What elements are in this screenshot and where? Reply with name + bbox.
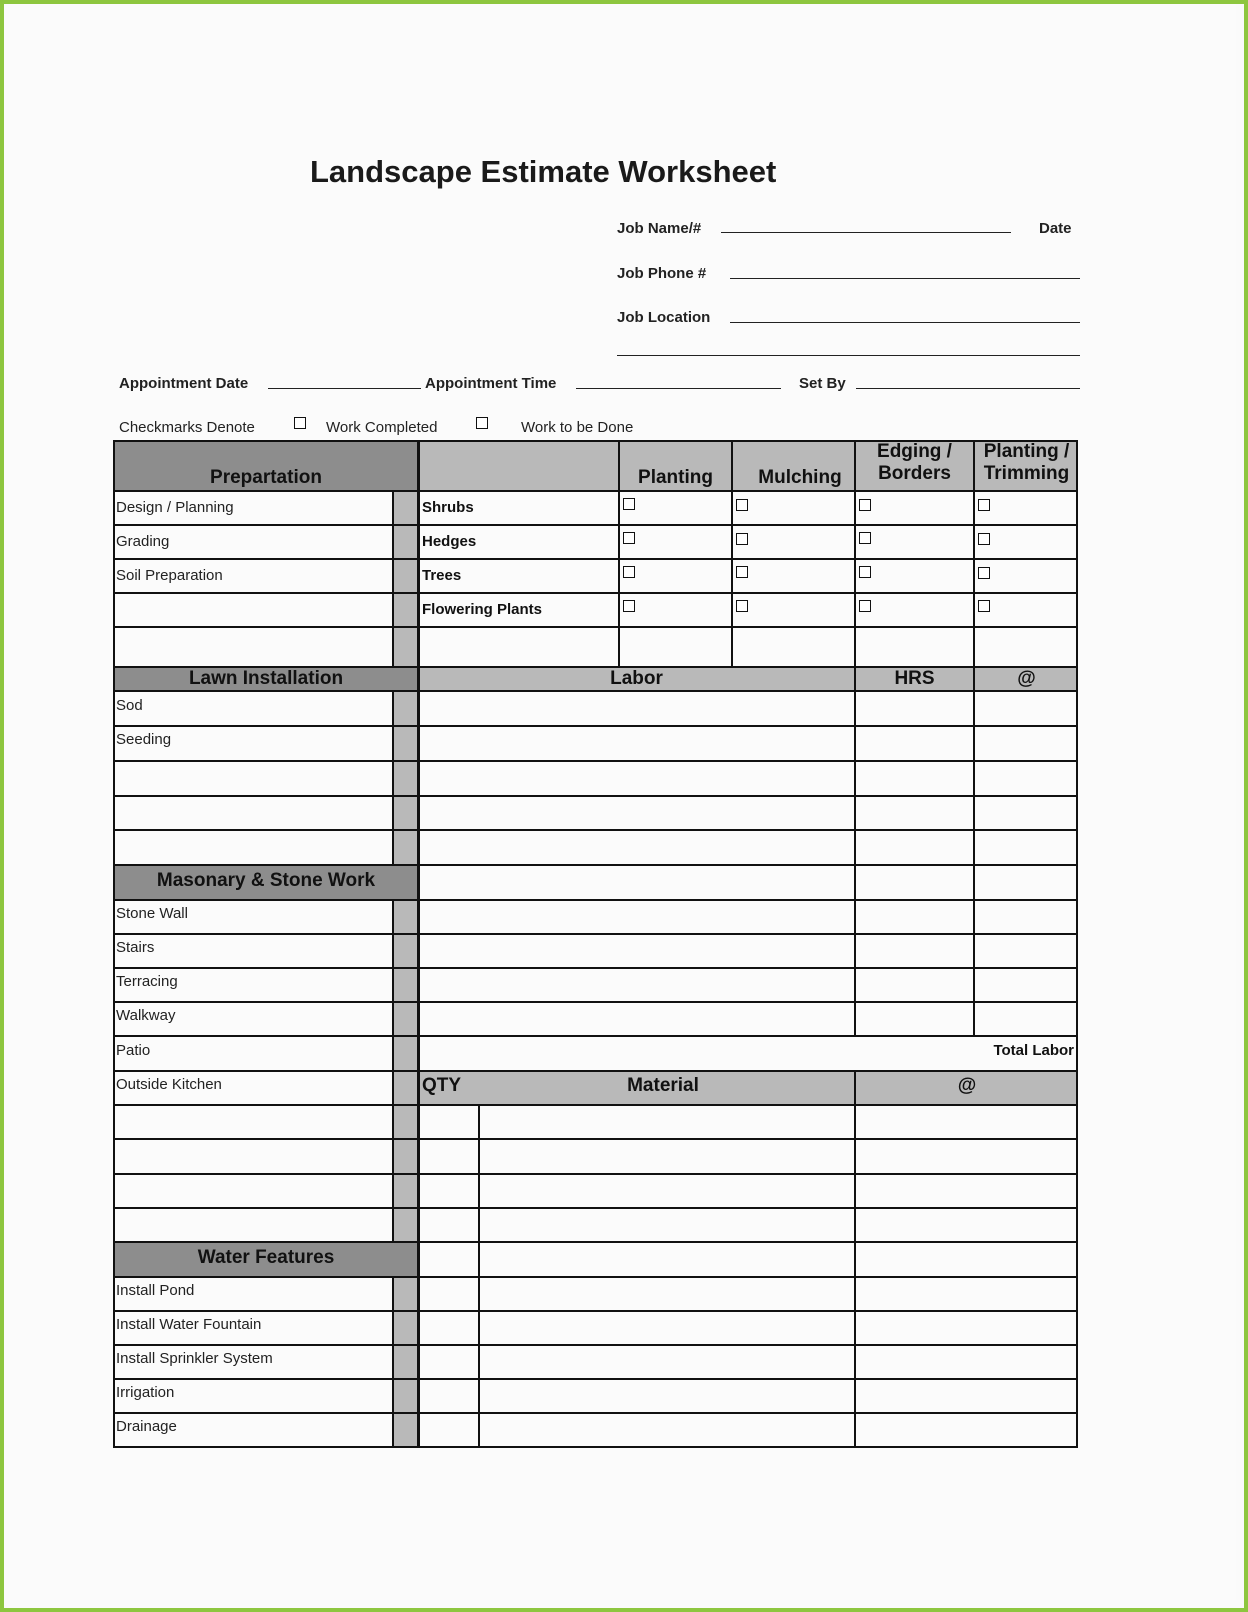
grid-line	[854, 667, 856, 1036]
grid-line	[113, 760, 1078, 762]
checkbox-icon[interactable]	[736, 600, 748, 612]
grid-line	[113, 933, 1078, 935]
grid-line	[113, 1001, 1078, 1003]
grid-line	[113, 1310, 1078, 1312]
estimate-grid	[113, 440, 1078, 1448]
water-check-column	[392, 1276, 419, 1448]
section-header-lawn: Lawn Installation	[188, 668, 344, 689]
lawn-item-seeding: Seeding	[116, 731, 172, 748]
grid-line	[113, 1378, 1078, 1380]
qty-header: QTY	[422, 1075, 462, 1096]
prep-item-design: Design / Planning	[116, 499, 234, 516]
plant-type-flowering: Flowering Plants	[422, 601, 543, 618]
checkbox-icon[interactable]	[859, 566, 871, 578]
checkbox-icon[interactable]	[623, 498, 635, 510]
checkbox-icon[interactable]	[736, 533, 748, 545]
col-header-edging-line1: Edging /	[877, 441, 952, 462]
hrs-header: HRS	[894, 668, 935, 689]
grid-line	[113, 1173, 1078, 1175]
page-title: Landscape Estimate Worksheet	[310, 154, 777, 189]
grid-line	[113, 558, 1078, 560]
masonry-item-stone-wall: Stone Wall	[116, 905, 188, 922]
set-by-label: Set By	[799, 375, 846, 392]
grid-line	[392, 1276, 394, 1448]
grid-line	[113, 1138, 1078, 1140]
material-header: Material	[627, 1075, 699, 1096]
labor-header: Labor	[610, 668, 663, 689]
grid-line	[113, 899, 1078, 901]
section-header-masonry: Masonary & Stone Work	[156, 870, 376, 891]
grid-line	[113, 1241, 1078, 1243]
col-header-edging-line2: Borders	[878, 462, 951, 484]
lawn-item-sod: Sod	[116, 697, 143, 714]
grid-line	[113, 725, 1078, 727]
grid-line	[113, 524, 1078, 526]
grid-line	[731, 440, 733, 667]
checkbox-icon[interactable]	[859, 600, 871, 612]
checkbox-icon[interactable]	[623, 566, 635, 578]
grid-line	[113, 1276, 1078, 1278]
grid-line	[113, 1035, 1078, 1037]
grid-line	[113, 1070, 1078, 1072]
masonry-item-patio: Patio	[116, 1042, 151, 1059]
water-item-pond: Install Pond	[116, 1282, 195, 1299]
job-phone-field[interactable]	[730, 278, 1080, 279]
checkbox-icon	[476, 417, 488, 429]
prep-item-grading: Grading	[116, 533, 170, 550]
checkbox-icon[interactable]	[978, 567, 990, 579]
job-location-label: Job Location	[617, 309, 711, 326]
grid-line	[973, 667, 975, 1036]
work-to-be-done-label: Work to be Done	[521, 419, 634, 436]
prep-check-column	[392, 491, 419, 667]
plant-type-shrubs: Shrubs	[422, 499, 474, 516]
masonry-item-outside-kitchen: Outside Kitchen	[116, 1076, 222, 1093]
plant-type-hedges: Hedges	[422, 533, 477, 550]
grid-line	[113, 967, 1078, 969]
water-item-fountain: Install Water Fountain	[116, 1316, 262, 1333]
checkbox-icon[interactable]	[623, 600, 635, 612]
checkbox-icon	[294, 417, 306, 429]
lawn-check-column	[392, 691, 419, 864]
appointment-time-field[interactable]	[576, 388, 781, 389]
masonry-item-walkway: Walkway	[116, 1007, 176, 1024]
col-header-trimming-line1: Planting /	[983, 441, 1070, 462]
material-rate-header: @	[957, 1075, 977, 1096]
masonry-item-stairs: Stairs	[116, 939, 155, 956]
plant-type-trees: Trees	[422, 567, 462, 584]
grid-line	[113, 1104, 1078, 1106]
grid-line	[113, 1446, 1078, 1448]
checkbox-icon[interactable]	[736, 566, 748, 578]
water-item-irrigation: Irrigation	[116, 1384, 175, 1401]
labor-rate-header: @	[1017, 668, 1036, 689]
grid-line	[113, 1344, 1078, 1346]
job-location-field[interactable]	[730, 322, 1080, 323]
col-header-edging	[856, 441, 973, 485]
checkmarks-legend-label: Checkmarks Denote	[119, 419, 255, 436]
date-label: Date	[1039, 220, 1072, 237]
checkbox-icon[interactable]	[736, 499, 748, 511]
job-location-field-line2[interactable]	[617, 355, 1080, 356]
work-completed-label: Work Completed	[326, 419, 438, 436]
appointment-date-label: Appointment Date	[119, 375, 249, 392]
set-by-field[interactable]	[856, 388, 1080, 389]
grid-line	[113, 795, 1078, 797]
grid-line	[392, 691, 394, 864]
appointment-date-field[interactable]	[268, 388, 421, 389]
masonry-item-terracing: Terracing	[116, 973, 178, 990]
job-name-field[interactable]	[721, 232, 1011, 233]
grid-line	[113, 1412, 1078, 1414]
grid-line	[113, 592, 1078, 594]
col-header-planting: Planting	[638, 467, 713, 488]
grid-line	[113, 490, 1078, 492]
grid-line	[854, 1070, 856, 1448]
col-header-mulching: Mulching	[758, 467, 842, 488]
grid-line	[113, 1207, 1078, 1209]
job-phone-label: Job Phone #	[617, 265, 707, 282]
checkbox-icon[interactable]	[623, 532, 635, 544]
col-header-trimming	[975, 441, 1078, 485]
appointment-time-label: Appointment Time	[425, 375, 557, 392]
section-header-preparation: Prepartation	[210, 467, 322, 488]
water-item-drainage: Drainage	[116, 1418, 177, 1435]
grid-line	[392, 491, 394, 667]
total-labor-label: Total Labor	[993, 1042, 1074, 1059]
grid-line	[113, 626, 1078, 628]
checkbox-icon[interactable]	[859, 532, 871, 544]
checkbox-icon[interactable]	[978, 600, 990, 612]
checkbox-icon[interactable]	[978, 533, 990, 545]
grid-line	[113, 829, 1078, 831]
col-header-trimming-line2: Trimming	[983, 462, 1070, 484]
prep-item-soil: Soil Preparation	[116, 567, 223, 584]
job-name-label: Job Name/#	[617, 220, 702, 237]
grid-line	[113, 690, 1078, 692]
checkbox-icon[interactable]	[978, 499, 990, 511]
grid-line	[113, 864, 1078, 866]
checkbox-icon[interactable]	[859, 499, 871, 511]
water-item-sprinkler: Install Sprinkler System	[116, 1350, 273, 1367]
section-header-water: Water Features	[197, 1247, 335, 1268]
